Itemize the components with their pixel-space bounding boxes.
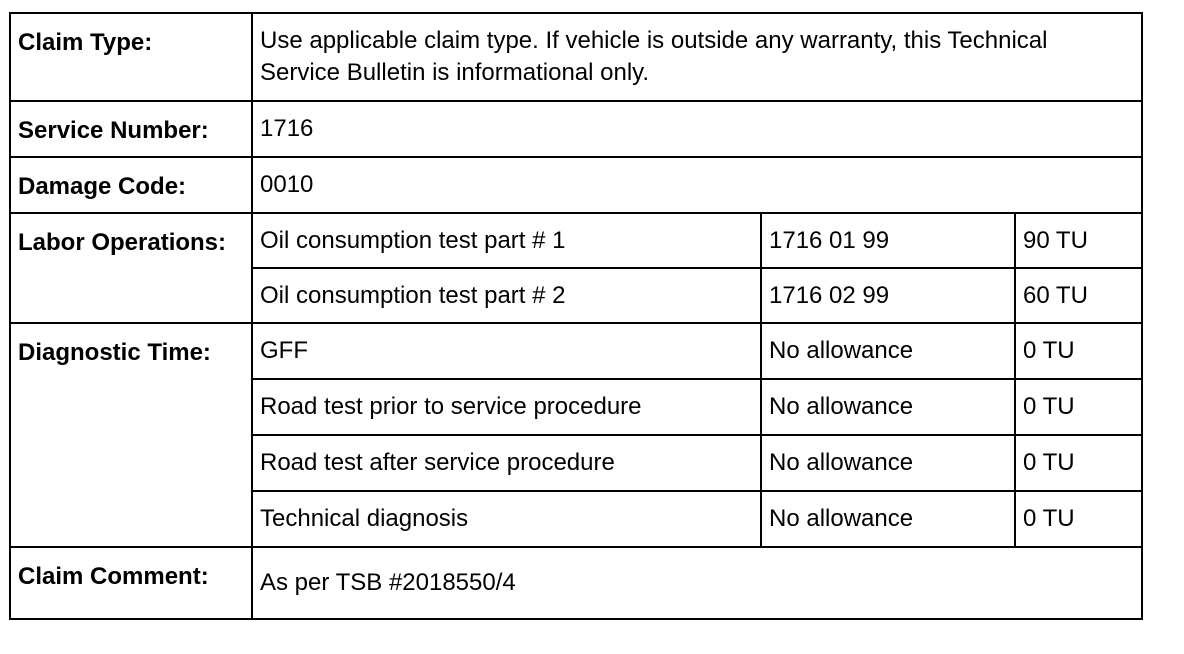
labor-operation-time: 60 TU [1015,268,1142,323]
labor-operation-description: Oil consumption test part # 1 [252,213,761,268]
claim-type-value: Use applicable claim type. If vehicle is outside any warranty, this Technical Service Bulletin is informational only. [252,13,1142,101]
labor-operation-code: 1716 02 99 [761,268,1015,323]
diagnostic-description: Road test prior to service procedure [252,379,761,435]
diagnostic-time: 0 TU [1015,323,1142,379]
claim-comment-label: Claim Comment: [10,547,252,619]
service-number-row [10,101,1142,157]
diagnostic-allowance: No allowance [761,435,1015,491]
claim-type-row [10,13,1142,101]
warranty-claim-table [9,12,1143,620]
diagnostic-description: Road test after service procedure [252,435,761,491]
claim-comment-row [10,547,1142,619]
diagnostic-time-label: Diagnostic Time: [10,323,252,547]
diagnostic-allowance: No allowance [761,379,1015,435]
diagnostic-description: GFF [252,323,761,379]
claim-comment-value: As per TSB #2018550/4 [252,547,1142,619]
diagnostic-allowance: No allowance [761,491,1015,547]
damage-code-row [10,157,1142,213]
diagnostic-time: 0 TU [1015,435,1142,491]
diagnostic-time: 0 TU [1015,379,1142,435]
service-number-value: 1716 [252,101,1142,157]
labor-operations-label: Labor Operations: [10,213,252,323]
labor-operation-row [10,213,1142,268]
diagnostic-allowance: No allowance [761,323,1015,379]
labor-operation-time: 90 TU [1015,213,1142,268]
labor-operation-code: 1716 01 99 [761,213,1015,268]
damage-code-value: 0010 [252,157,1142,213]
diagnostic-time: 0 TU [1015,491,1142,547]
diagnostic-description: Technical diagnosis [252,491,761,547]
claim-type-label: Claim Type: [10,13,252,101]
service-number-label: Service Number: [10,101,252,157]
diagnostic-time-row [10,323,1142,379]
damage-code-label: Damage Code: [10,157,252,213]
labor-operation-description: Oil consumption test part # 2 [252,268,761,323]
